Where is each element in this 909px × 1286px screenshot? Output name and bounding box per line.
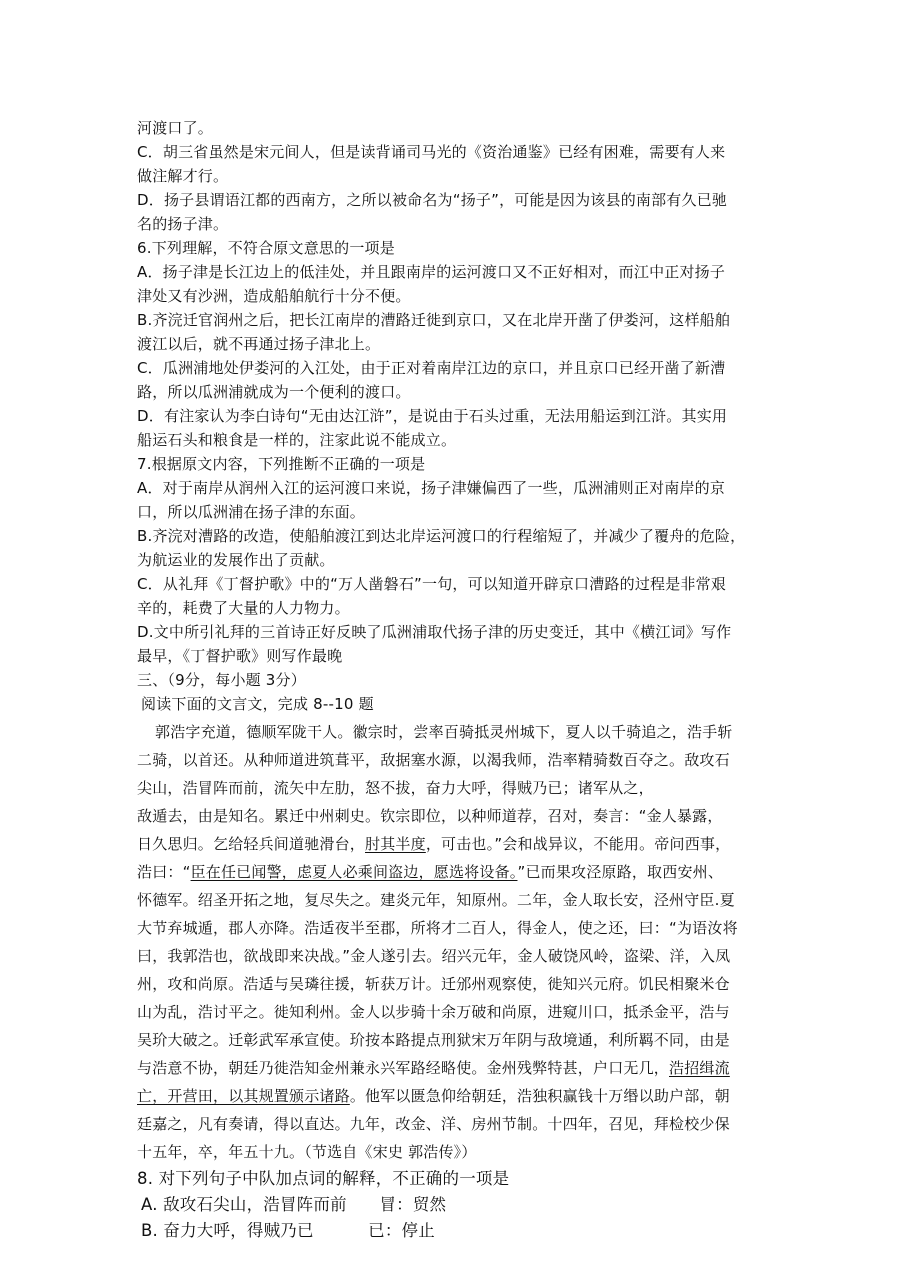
option-c-line: C．从礼拜《丁督护歌》中的“万人凿磐石”一句，可以知道开辟京口漕路的过程是非常艰: [137, 575, 727, 593]
document-page: [137, 116, 787, 1244]
classical-text-line: [137, 1056, 787, 1080]
classical-text-line: [137, 1084, 787, 1108]
classical-text-line: 廷嘉之，凡有奏请，得以直达。九年，改金、洋、房州节制。十四年，召见，拜检校少保: [137, 1115, 730, 1133]
classical-text-line: 怀德军。绍圣开拓之地，复尽失之。建炎元年，知原州。二年，金人取长安，泾州守臣.夏: [137, 891, 735, 909]
classical-text-line: 尖山，浩冒阵而前，流矢中左肋，怒不拔，奋力大呼，得贼乃已；诸军从之，: [137, 779, 654, 797]
text-line: 渡江以后，就不再通过扬子津北上。: [137, 335, 381, 353]
classical-text-line: 州，攻和尚原。浩适与吴璘往援，斩获万计。迁邠州观察使，徙知兴元府。饥民相聚米仓: [137, 975, 730, 993]
text-segment: 。他军以匮急仰给朝廷，浩独积赢钱十万缗以助户部，朝: [349, 1087, 730, 1105]
question-8-option-b: B. 奋力大呼，得贼乃已 已：停止: [141, 1221, 435, 1240]
text-line: 津处又有沙洲，造成船舶航行十分不便。: [137, 287, 411, 305]
option-c-line: C．胡三省虽然是宋元间人，但是读背诵司马光的《资治通鉴》已经有困难，需要有人来: [137, 143, 726, 161]
classical-text-line: 吴玠大破之。迁彰武军承宣使。玠按本路提点刑狱宋万年阴与敌境通，利所羁不同，由是: [137, 1031, 730, 1049]
option-a-line: A．扬子津是长江边上的低洼处，并且跟南岸的运河渡口又不正好相对，而江中正对扬子: [137, 263, 726, 281]
text-segment: ”已而果攻泾原路，取西安州、: [517, 863, 724, 881]
classical-text-line: 曰，我郭浩也，欲战即来决战。”金人遂引去。绍兴元年，金人破饶风岭，盗梁、洋，入凤: [137, 947, 731, 965]
question-8-stem: 8. 对下列句子中队加点词的解释，不正确的一项是: [137, 1169, 510, 1188]
text-segment: 日久思归。乞给轻兵间道驰滑台，: [137, 835, 366, 853]
option-a-line: A．对于南岸从润州入江的运河渡口来说，扬子津嫌偏西了一些，瓜洲浦则正对南岸的京: [137, 479, 726, 497]
text-segment: 浩曰：“: [137, 863, 191, 881]
option-c-line: C．瓜洲浦地处伊娄河的入江处，由于正对着南岸江边的京口，并且京口已经开凿了新漕: [137, 359, 726, 377]
underlined-phrase: 肘其半度: [365, 835, 426, 853]
question-6-stem: 6.下列理解，不符合原文意思的一项是: [137, 239, 395, 257]
text-line: 名的扬子津。: [137, 215, 229, 233]
underlined-sentence: 浩招缉流: [669, 1059, 730, 1077]
question-7-stem: 7.根据原文内容，下列推断不正确的一项是: [137, 455, 426, 473]
classical-text-line: 十五年，卒，年五十九。（节选自《宋史 郭浩传》）: [137, 1143, 477, 1161]
section-three-heading: 三、（9分，每小题 3分）: [137, 671, 306, 689]
classical-text-line: [137, 832, 787, 856]
classical-text-line: 敌遁去，由是知名。累迁中州刺史。钦宗即位，以种师道荐，召对，奏言：“金人暴露，: [137, 807, 723, 825]
classical-text-line: 大节弃城遁，郡人亦降。浩适夜半至郡，所将才二百人，得金人，使之还，曰：“为语汝将: [137, 919, 738, 937]
option-b-line: B.齐浣对漕路的改造，使船舶渡江到达北岸运河渡口的行程缩短了，并减少了覆舟的危险，: [137, 527, 746, 545]
underlined-sentence: 臣在任已闻警，虑夏人必乘间盗边，愿选将设备。: [190, 863, 518, 881]
question-8-option-a: A. 敌攻石尖山，浩冒阵而前 冒：贸然: [141, 1195, 447, 1214]
text-line: 口，所以瓜洲浦在扬子津的东面。: [137, 503, 366, 521]
text-line: 船运石头和粮食是一样的，注家此说不能成立。: [137, 431, 457, 449]
classical-text-line: 郭浩字充道，德顺军陇干人。徽宗时，尝率百骑抵灵州城下，夏人以千骑追之，浩手斩: [155, 723, 733, 741]
text-line: 辛的，耗费了大量的人力物力。: [137, 599, 350, 617]
text-line: 做注解才行。: [137, 167, 229, 185]
reading-instruction: 阅读下面的文言文，完成 8--10 题: [141, 695, 374, 713]
option-d-line: D.文中所引礼拜的三首诗正好反映了瓜洲浦取代扬子津的历史变迁，其中《横江词》写作: [137, 623, 732, 641]
option-d-line: D．扬子县谓语江都的西南方，之所以被命名为“扬子”，可能是因为该县的南部有久已驰: [137, 191, 728, 209]
text-line: 最早，《丁督护歌》则写作最晚: [137, 647, 343, 665]
text-segment: ，可击也。”会和战异议，不能用。帝问西事，: [425, 835, 731, 853]
text-line: 为航运业的发展作出了贡献。: [137, 551, 335, 569]
text-line: 路，所以瓜洲浦就成为一个便利的渡口。: [137, 383, 411, 401]
text-segment: 与浩意不协，朝廷乃徙浩知金州兼永兴军路经略使。金州残弊特甚，户口无几，: [137, 1059, 670, 1077]
text-line: 河渡口了。: [137, 119, 214, 137]
underlined-sentence: 亡，开营田，以其规置颁示诸路: [137, 1087, 350, 1105]
classical-text-line: 山为乱，浩讨平之。徙知利州。金人以步骑十余万破和尚原，进窥川口，抵杀金平，浩与: [137, 1003, 730, 1021]
classical-text-line: [137, 860, 787, 884]
option-b-line: B.齐浣迁官润州之后，把长江南岸的漕路迁徙到京口，又在北岸开凿了伊娄河，这样船舶: [137, 311, 731, 329]
classical-text-line: 二骑，以首还。从种师道进筑葺平，敌据塞水源，以渴我师，浩率精骑数百夺之。敌攻石: [137, 751, 730, 769]
option-d-line: D．有注家认为李白诗句“无由达江浒”，是说由于石头过重，无法用船运到江浒。其实用: [137, 407, 728, 425]
